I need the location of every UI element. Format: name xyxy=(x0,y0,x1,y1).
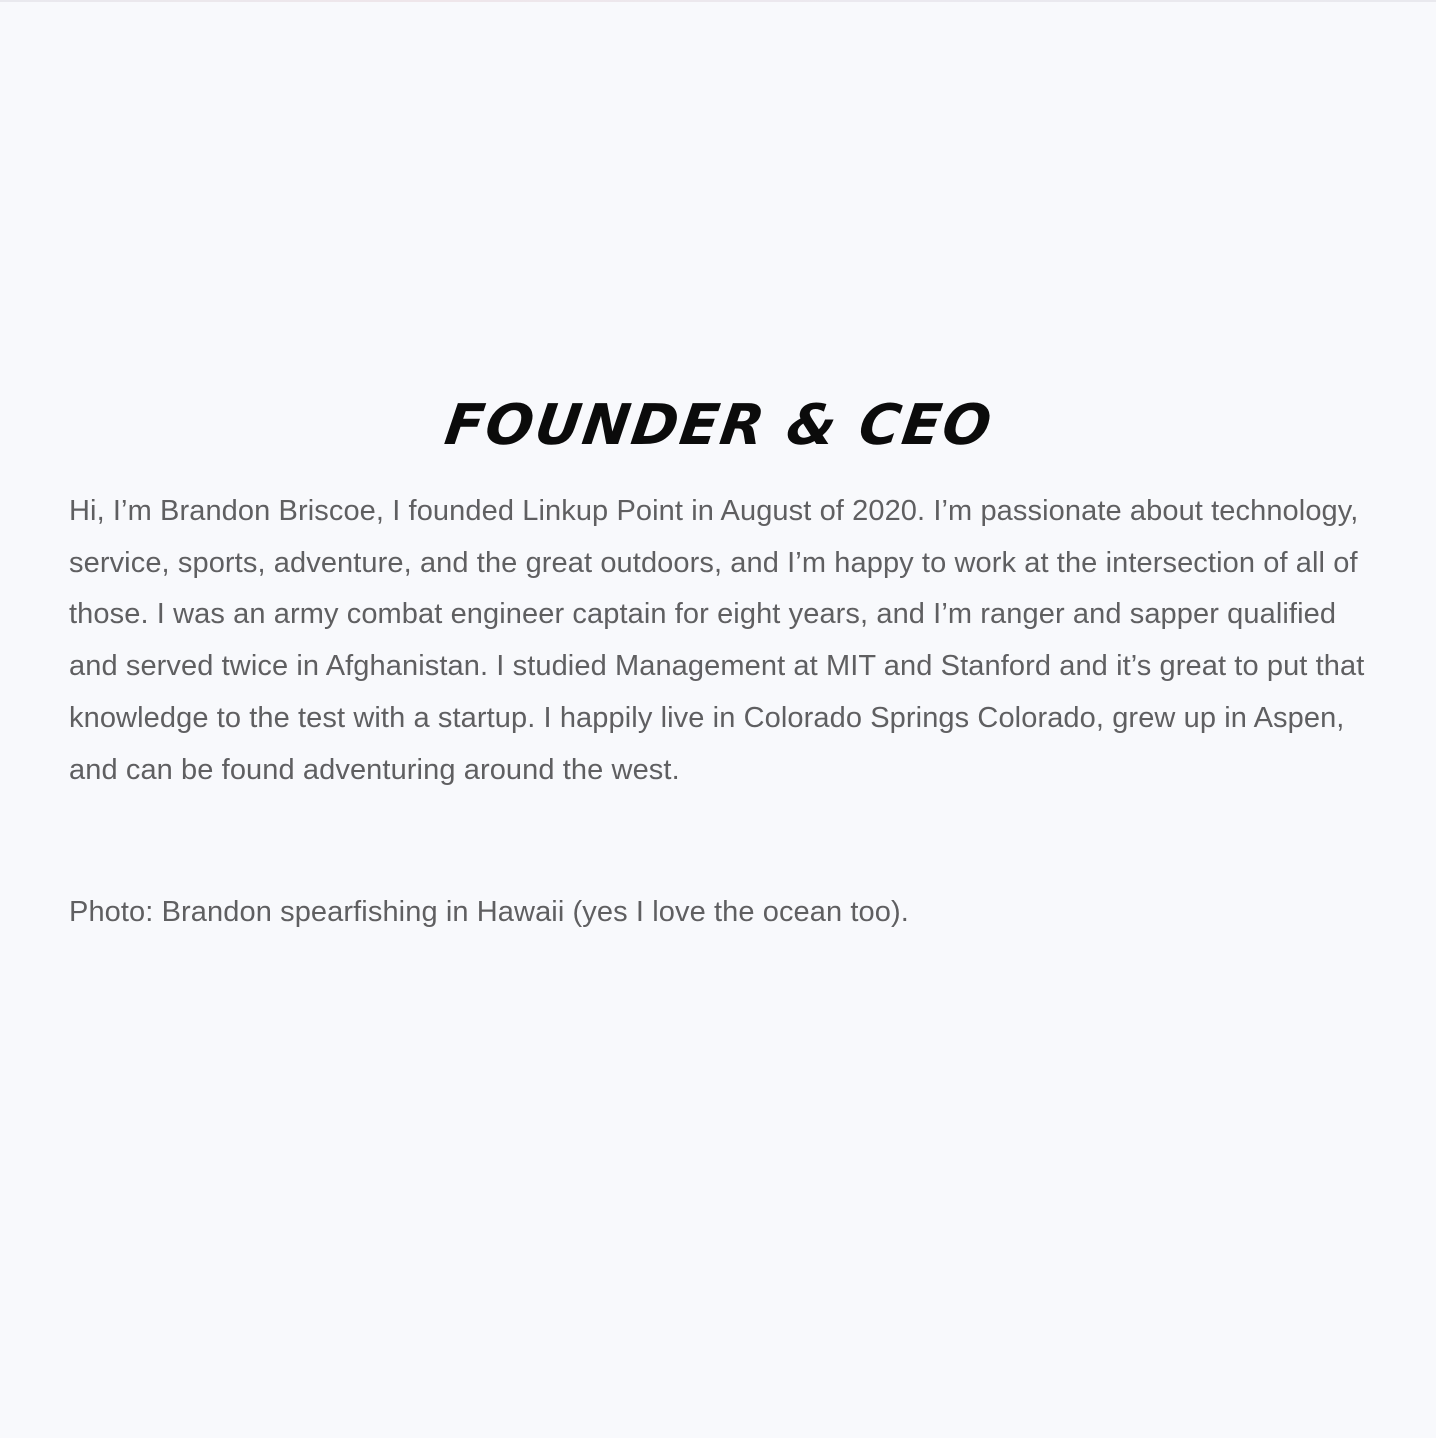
founder-bio-section xyxy=(69,388,1369,939)
section-title: FOUNDER & CEO xyxy=(441,393,998,458)
photo-caption: Photo: Brandon spearfishing in Hawaii (yes I love the ocean too). xyxy=(69,896,909,929)
bio-paragraph: Hi, I’m Brandon Briscoe, I founded Linkup Point in August of 2020. I’m passionate about technology, service, sports, adventure, and the great outdoors, and I’m happy to work at the intersection of all of those. I was an army combat engineer captain for eight years, and I’m ranger and sapper qualified and served twice in Afghanistan. I studied Management at MIT and Stanford and it’s great to put that knowledge to the test with a startup. I happily live in Colorado Springs Colorado, grew up in Aspen, and can be found adventuring around the west. xyxy=(69,495,1365,786)
top-divider xyxy=(0,0,1436,2)
